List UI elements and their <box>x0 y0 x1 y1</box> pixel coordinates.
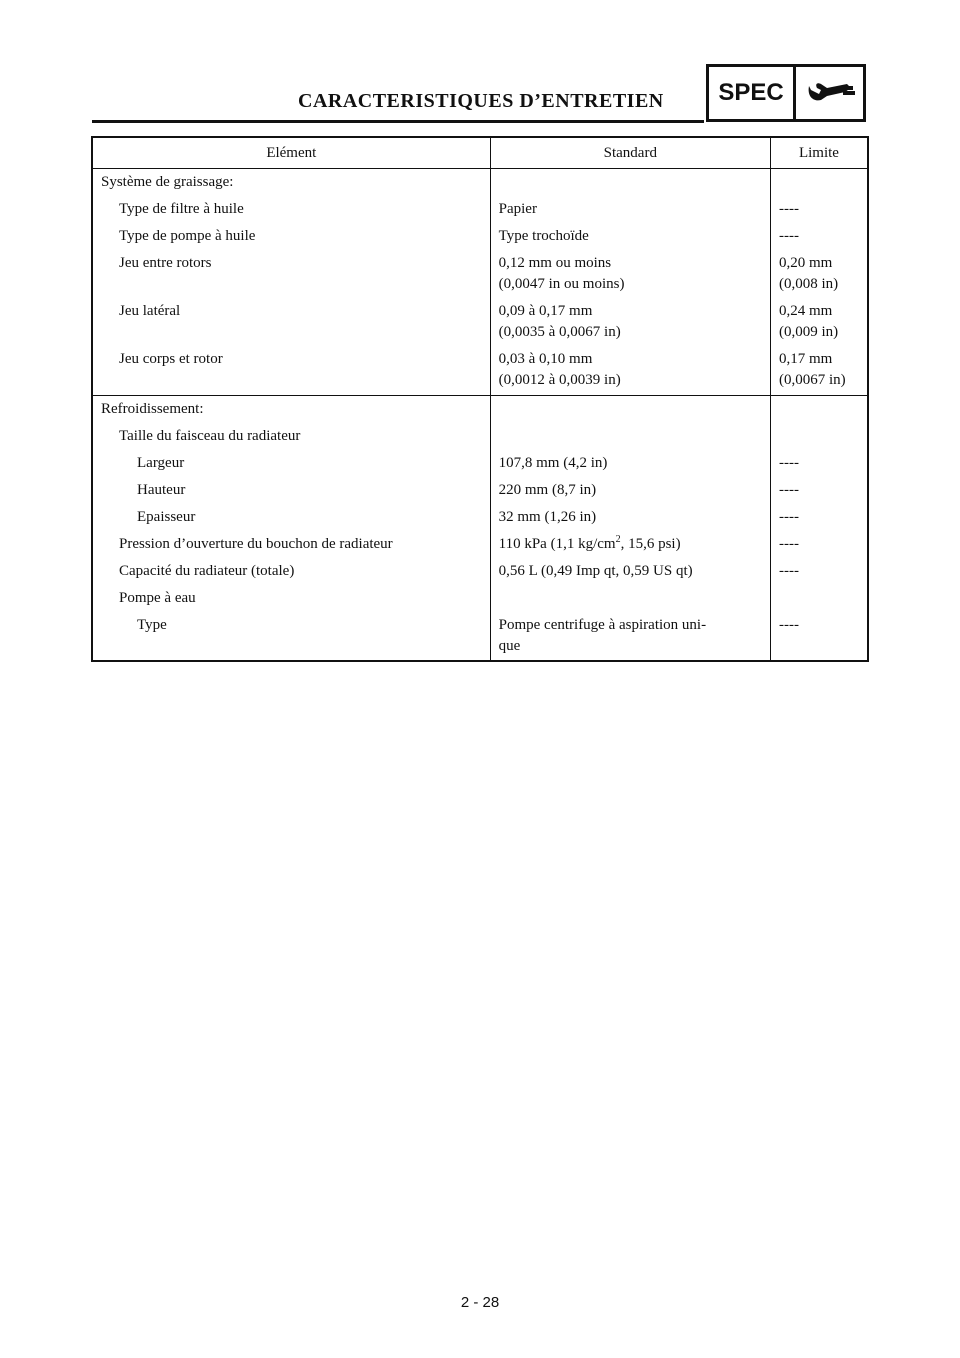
standard-line: 0,12 mm ou moins <box>498 255 612 271</box>
table-row <box>92 477 868 504</box>
row-standard: 107,8 mm (4,2 in) <box>490 450 770 477</box>
row-item: Type de pompe à huile <box>92 223 490 250</box>
row-standard: 220 mm (8,7 in) <box>490 477 770 504</box>
table-row <box>92 504 868 531</box>
row-standard: Type trochoïde <box>490 223 770 250</box>
row-item: Taille du faisceau du radiateur <box>92 423 490 450</box>
row-standard: Papier <box>490 196 770 223</box>
column-header-limit: Limite <box>770 137 868 169</box>
standard-line: que <box>498 638 521 654</box>
row-limit: ---- <box>778 617 799 633</box>
header-rule <box>92 120 704 123</box>
row-item: Epaisseur <box>92 504 490 531</box>
table-row <box>92 250 868 298</box>
table-row <box>92 346 868 396</box>
row-limit: ---- <box>778 482 799 498</box>
row-item: Pression d’ouverture du bouchon de radiateur <box>92 531 490 558</box>
page-title: CARACTERISTIQUES D’ENTRETIEN <box>298 90 664 112</box>
standard-text: 110 kPa (1,1 kg/cm <box>498 536 616 552</box>
row-limit: ---- <box>778 563 799 579</box>
table-row <box>92 531 868 558</box>
row-limit: ---- <box>778 536 799 552</box>
standard-text: , 15,6 psi) <box>620 536 681 552</box>
row-standard <box>490 346 770 396</box>
row-standard: 0,56 L (0,49 Imp qt, 0,59 US qt) <box>490 558 770 585</box>
table-row <box>92 196 868 223</box>
row-standard: 32 mm (1,26 in) <box>490 504 770 531</box>
standard-line: 0,09 à 0,17 mm <box>498 303 593 319</box>
table-row <box>92 450 868 477</box>
row-limit: ---- <box>778 201 799 217</box>
row-item: Pompe à eau <box>92 585 490 612</box>
standard-line: (0,0035 à 0,0067 in) <box>498 324 621 340</box>
table-row <box>92 298 868 346</box>
row-limit <box>770 298 868 346</box>
section-title: Système de graissage: <box>92 169 490 197</box>
table-row <box>92 612 868 661</box>
row-limit <box>770 346 868 396</box>
standard-line: 0,03 à 0,10 mm <box>498 351 593 367</box>
section-title: Refroidissement: <box>92 396 490 424</box>
table-row <box>92 423 868 450</box>
standard-line: Pompe centrifuge à aspiration uni- <box>498 617 707 633</box>
row-standard <box>490 531 770 558</box>
table-row <box>92 585 868 612</box>
row-item: Largeur <box>92 450 490 477</box>
table-row <box>92 223 868 250</box>
spec-label: SPEC <box>709 67 796 119</box>
row-item: Hauteur <box>92 477 490 504</box>
limit-line: 0,17 mm <box>778 351 833 367</box>
row-standard <box>490 250 770 298</box>
row-item: Jeu corps et rotor <box>92 346 490 396</box>
spec-table <box>91 136 869 662</box>
row-limit: ---- <box>778 228 799 244</box>
standard-line: (0,0047 in ou moins) <box>498 276 625 292</box>
superscript: 2 <box>615 534 621 545</box>
row-item: Jeu latéral <box>92 298 490 346</box>
spec-badge <box>706 64 866 122</box>
row-item: Type de filtre à huile <box>92 196 490 223</box>
row-limit: ---- <box>778 509 799 525</box>
table-row <box>92 396 868 424</box>
limit-line: 0,20 mm <box>778 255 833 271</box>
row-item: Jeu entre rotors <box>92 250 490 298</box>
column-header-element: Elément <box>92 137 490 169</box>
limit-line: 0,24 mm <box>778 303 833 319</box>
limit-line: (0,009 in) <box>778 324 839 340</box>
row-limit: ---- <box>778 455 799 471</box>
row-limit <box>770 250 868 298</box>
table-row <box>92 558 868 585</box>
row-item: Type <box>92 612 490 661</box>
row-item: Capacité du radiateur (totale) <box>92 558 490 585</box>
limit-line: (0,008 in) <box>778 276 839 292</box>
table-header-row <box>92 137 868 169</box>
page-number: 2 - 28 <box>460 1294 500 1311</box>
standard-line: (0,0012 à 0,0039 in) <box>498 372 621 388</box>
row-standard <box>490 298 770 346</box>
table-row <box>92 169 868 197</box>
column-header-standard: Standard <box>490 137 770 169</box>
row-standard <box>490 612 770 661</box>
limit-line: (0,0067 in) <box>778 372 846 388</box>
wrench-icon <box>796 67 863 119</box>
